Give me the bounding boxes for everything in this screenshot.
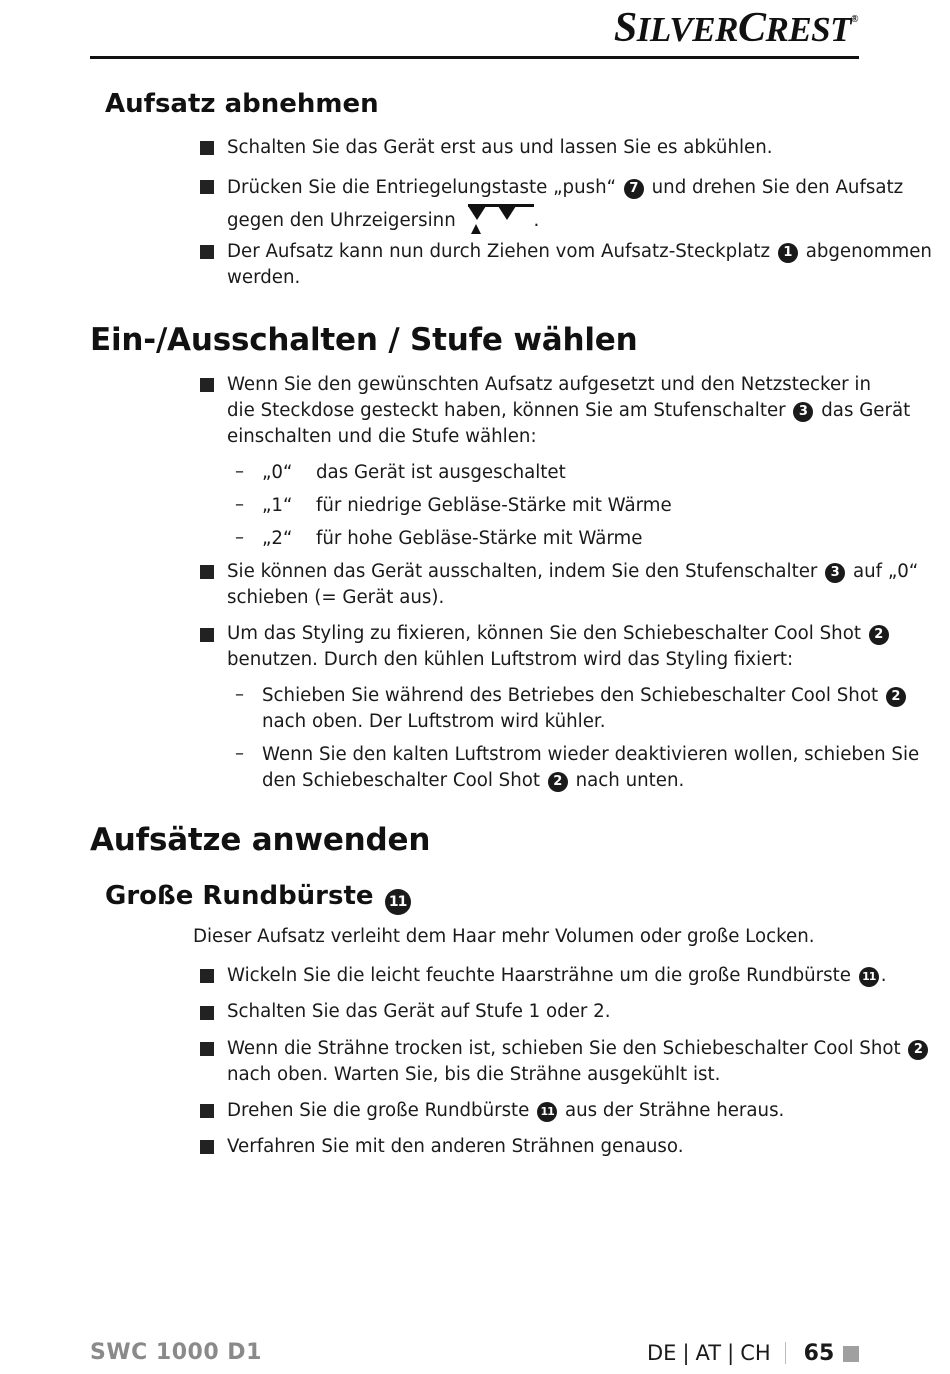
bullet-icon [200,565,214,579]
lang-ch: CH [740,1341,771,1365]
part-number-badge: 11 [385,889,411,915]
level-dash: – [235,494,244,515]
bullet-text: Wenn die Strähne trocken ist, schieben Sie den Schiebeschalter Cool Shot 2 [227,1036,930,1062]
level-desc: für niedrige Gebläse-Stärke mit Wärme [316,495,672,516]
part-number-badge: 2 [548,772,568,792]
bullet-text-continued: gegen den Uhrzeigersinn . [227,204,539,244]
sub-item-text: Wenn Sie den kalten Luftstrom wieder deaktivieren wollen, schieben Sie [262,744,920,765]
level-key: „0“ [262,462,293,483]
part-number-badge: 1 [778,243,798,263]
bullet-text-continued: die Steckdose gesteckt haben, können Sie am Stufenschalter 3 das Gerät [227,400,911,421]
level-dash: – [235,461,244,482]
bullet-text: Um das Styling zu fixieren, können Sie den Schiebeschalter Cool Shot 2 [227,621,891,647]
bullet-text-continued: einschalten und die Stufe wählen: [227,426,537,447]
intro-text: Dieser Aufsatz verleiht dem Haar mehr Volumen oder große Locken. [193,926,815,947]
section-title-aufsatz-abnehmen: Aufsatz abnehmen [105,89,379,119]
section-title-ein-ausschalten: Ein-/Ausschalten / Stufe wählen [90,322,638,358]
bullet-text: Sie können das Gerät ausschalten, indem Sie den Stufenschalter 3 auf „0“ [227,561,919,582]
part-number-badge: 11 [859,967,879,987]
lang-at: AT [695,1341,722,1365]
bullet-text-continued: werden. [227,267,301,288]
part-number-badge: 2 [886,687,906,707]
bullet-icon [200,628,214,642]
bullet-icon [200,1104,214,1118]
brand-logo: SILVERCREST® [613,5,858,51]
sub-item-text: Schieben Sie während des Betriebes den Schiebeschalter Cool Shot 2 [262,683,908,709]
bullet-text: Schalten Sie das Gerät auf Stufe 1 oder 2. [227,1001,611,1022]
part-number-badge: 11 [537,1102,557,1122]
part-number-badge: 3 [793,402,813,422]
bullet-icon [200,378,214,392]
header-rule [90,56,859,59]
page-marker-square-icon [843,1346,859,1362]
bullet-text-continued: nach oben. Warten Sie, bis die Strähne ausgekühlt ist. [227,1064,721,1085]
section-title-aufsaetze-anwenden: Aufsätze anwenden [90,822,431,858]
bullet-icon [200,1006,214,1020]
bullet-icon [200,141,214,155]
part-number-badge: 7 [624,179,644,199]
model-number: SWC 1000 D1 [90,1340,262,1365]
sub-item-text-continued: den Schiebeschalter Cool Shot 2 nach unten. [262,770,685,791]
part-number-badge: 3 [825,563,845,583]
level-desc: für hohe Gebläse-Stärke mit Wärme [316,528,643,549]
level-key: „2“ [262,528,293,549]
sub-item-text-continued: nach oben. Der Luftstrom wird kühler. [262,711,606,732]
bullet-icon [200,1140,214,1154]
level-dash: – [235,527,244,548]
part-number-badge: 2 [908,1040,928,1060]
bullet-text-continued: benutzen. Durch den kühlen Luftstrom wird das Styling fixiert: [227,649,794,670]
page-number: 65 [803,1341,835,1366]
footer-divider [785,1342,786,1364]
level-key: „1“ [262,495,293,516]
bullet-icon [200,245,214,259]
bullet-text-continued: schieben (= Gerät aus). [227,587,445,608]
bullet-icon [200,180,214,194]
level-desc: das Gerät ist ausgeschaltet [316,462,566,483]
part-number-badge: 2 [869,625,889,645]
bullet-text: Wenn Sie den gewünschten Aufsatz aufgesetzt und den Netzstecker in [227,374,871,395]
subsection-title-grosse-rundbuerste: Große Rundbürste 11 [105,881,413,915]
lang-de: DE [647,1341,677,1365]
bullet-text: Der Aufsatz kann nun durch Ziehen vom Aufsatz-Steckplatz 1 abgenommen [227,241,932,262]
sub-dash: – [235,684,244,705]
bullet-icon [200,1042,214,1056]
bullet-text: Schalten Sie das Gerät erst aus und lassen Sie es abkühlen. [227,137,773,158]
bullet-icon [200,969,214,983]
bullet-text: Verfahren Sie mit den anderen Strähnen genauso. [227,1136,684,1157]
bullet-text: Drücken Sie die Entriegelungstaste „push“ 7 und drehen Sie den Aufsatz [227,177,904,198]
bullet-text: Drehen Sie die große Rundbürste 11 aus der Strähne heraus. [227,1100,785,1121]
sub-dash: – [235,743,244,764]
footer-languages: DE | AT | CH 65 [647,1341,835,1366]
counterclockwise-arrows-icon [468,204,534,244]
bullet-text: Wickeln Sie die leicht feuchte Haarsträhne um die große Rundbürste 11 . [227,965,887,986]
